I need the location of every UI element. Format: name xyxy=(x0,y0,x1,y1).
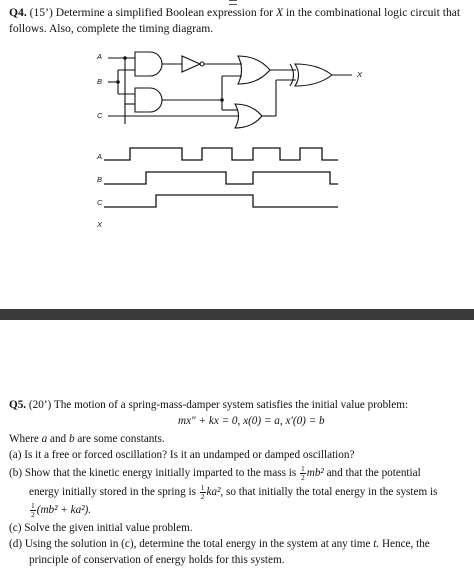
q5-var-a: a xyxy=(41,433,48,445)
q5-intro xyxy=(9,398,408,412)
q5-where: Where xyxy=(9,433,39,445)
q5-equation: mx″ + kx = 0, x(0) = a, x′(0) = b xyxy=(178,415,325,427)
q5-part-b-line-3 xyxy=(29,502,91,519)
q5-part-b-text: (b) Show that the kinetic energy initially imparted to the mass is xyxy=(9,467,297,480)
q5-part-b-text-3: energy initially stored in the spring is xyxy=(29,486,196,499)
q5-part-b-text-4: so that initially the total energy in the system is xyxy=(226,486,438,499)
q4-var-x: X xyxy=(275,6,284,19)
q5-intro-text: The motion of a spring-mass-damper system satisfies the initial value problem: xyxy=(53,399,409,411)
q5-var-b: b xyxy=(68,433,75,445)
q4-line-1 xyxy=(9,6,460,20)
q4-points: (15’) xyxy=(29,6,53,19)
logic-circuit-diagram xyxy=(0,42,474,142)
circuit-input-a-label: A xyxy=(97,52,103,61)
timing-label-x: X xyxy=(97,220,103,229)
scroll-indicator xyxy=(229,0,237,5)
fraction-half-2: $\frac{1}{2}$ xyxy=(200,483,205,501)
circuit-input-c-label: C xyxy=(97,111,103,120)
q5-part-d-line-1 xyxy=(9,537,430,551)
q5-mb2: mb² xyxy=(306,467,324,480)
q5-and: and xyxy=(50,433,67,445)
q5-part-b-line-2 xyxy=(29,484,437,501)
timing-label-c: C xyxy=(97,198,103,207)
q5-part-b-text-2: and that the potential xyxy=(326,467,421,480)
q5-var-t: t. xyxy=(373,538,380,550)
q5-where-line xyxy=(9,432,165,446)
q4-line-2: follows. Also, complete the timing diagram. xyxy=(9,22,214,35)
q5-ka2: ka², xyxy=(206,486,224,499)
circuit-input-b-label: B xyxy=(97,77,103,86)
timing-label-b: B xyxy=(97,175,103,184)
q5-part-d-line-2: principle of conservation of energy holds for this system. xyxy=(29,554,285,566)
q5-part-c: (c) Solve the given initial value problem. xyxy=(9,522,193,534)
q5-part-a: (a) Is it a free or forced oscillation? Is it an undamped or damped oscillation? xyxy=(9,449,355,461)
q4-text: Determine a simplified Boolean expression for xyxy=(55,6,274,19)
q5-number: Q5. xyxy=(9,399,27,411)
section-divider xyxy=(0,309,474,320)
q5-part-d-text: (d) Using the solution in (c), determine the total energy in the system at any time xyxy=(9,538,371,550)
q4-text-2: in the combinational logic circuit that xyxy=(285,6,461,19)
timing-diagram xyxy=(0,144,474,234)
fraction-half-3: $\frac{1}{2}$ xyxy=(31,501,35,519)
fraction-half: $\frac{1}{2}$ xyxy=(301,464,305,482)
circuit-output-x-label: X xyxy=(357,70,363,79)
q5-points: (20’) xyxy=(28,399,52,411)
q5-part-d-text-2: Hence, the xyxy=(381,538,430,550)
q4-number: Q4. xyxy=(9,6,27,19)
q5-part-b-line-1 xyxy=(9,465,421,482)
timing-label-a: A xyxy=(97,152,103,161)
q5-total-energy: (mb² + ka²). xyxy=(36,504,92,517)
q5-constants: are some constants. xyxy=(77,433,165,445)
